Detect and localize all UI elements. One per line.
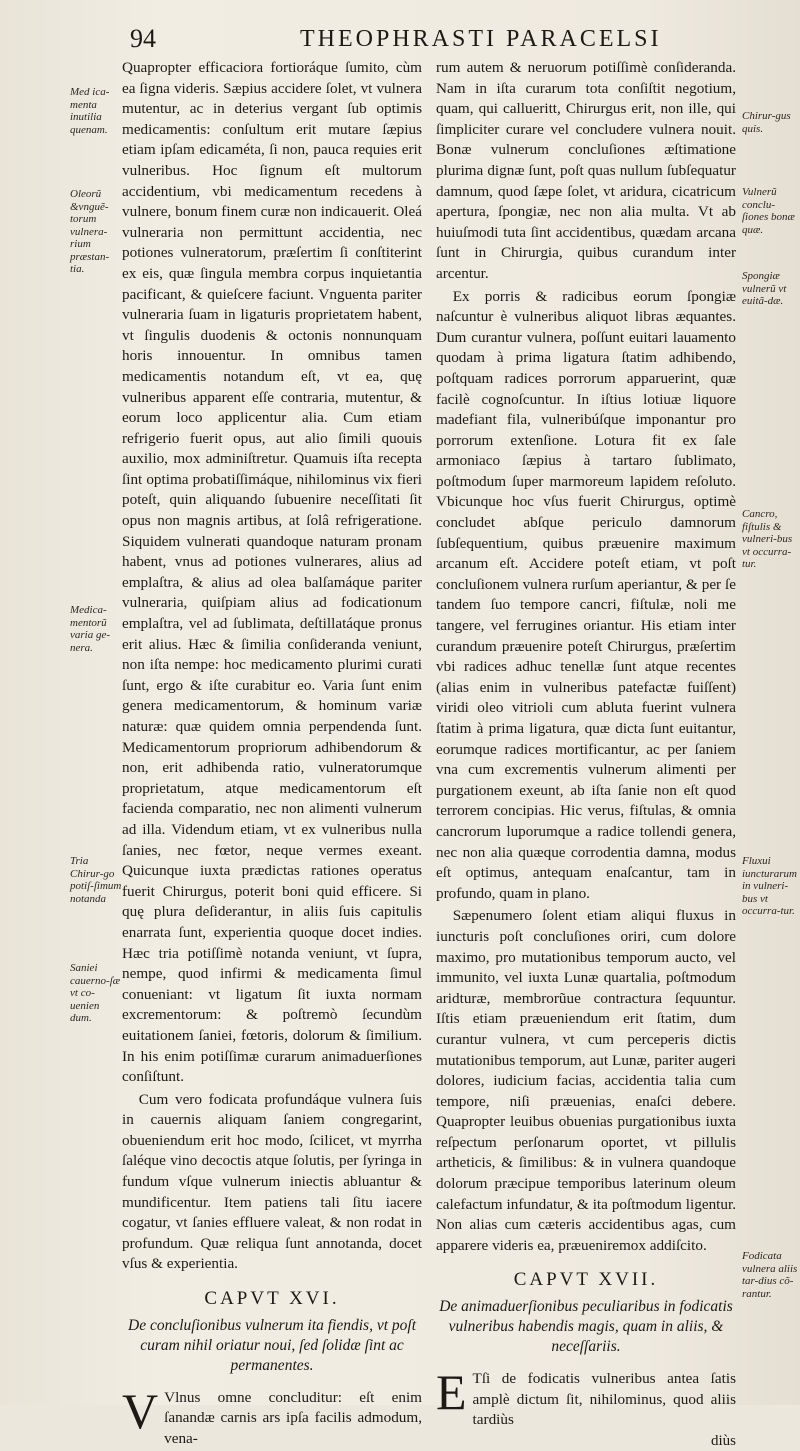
chapter-subtitle: De concluſionibus vulnerum ita fiendis, vt poſt curam nihil oriatur noui, ſed ſolidæ ſint ac permanentes. [128, 1316, 416, 1374]
margin-note: Medica-mentorũ varia ge-nera. [70, 604, 111, 654]
body-paragraph: Quapropter efficaciora fortioráque ſumito, cùm ea ſigna videris. Sæpius accidere ſolet, vt vulnera mutentur, ac in deterius vergant ſub optimis medicamentis: conſultum erit mutare ſæpius etiam ipſam edicaméta, ſi non, pauca requies erit vulneribus. Hoc ſignum eſt multorum accidentium, vbi medicamentum recedens à vulnere, bonum finem curæ non indicauerit. Oleá vulneraria non permittunt accidentia, nec potiones vulneratorum, præſertim ſi conſtiterint ex eis, quæ ſingula membra corpus inquietantia pacificant, & quieſcere faciunt. Vnguenta pariter vulneraria ſuam in ligaturis proprietatem habent, vt ſingulis duodenis & octonis nonnunquam horis innouentur. In omnibus tamen medicamentis notandum eſt, vt ea, quę vulneribus apparent eſſe contraria, mutentur, & eorum loco applicentur alia. Cum etiam refrigerio fuerit opus, aut alio ſimili quouis auxilio, mox adminiſtretur. Quamuis iſta recepta ſint optima probatiſſimáque, nihilominus vix fieri poteſt, quin aliquando ſubuenire neceſſitati ſit opus non magnis artibus, at ſolâ refrigeratione. Siquidem vulnerati quandoque naturam pronam habent, vnus ad potiones vulnerares, alius ad emplaſtra, & alius ad olea balſamáque pariter vulneraria, quiſpiam alius ad fodicationum emplaſtra, vel ad ſublimata, deſtillatáque pronus erit alius. Hæc & ſimilia conſideranda veniunt, non iſta nempe: hoc medicamento plurimi curati ſunt, ergo & iſte curabitur eo. Varia ſunt enim genera medicamentorum, & hominum variæ naturæ: quæ quidem omnia perpendenda ſunt. Medicamentorum propriorum adhibendorum & non, erit adhibenda ratio, vulneratorumque proprietatum, atque medicamentorum eſt facienda comparatio, nec non alimenti vulnerum ad illa. Videndum etiam, vt ex vulneribus nulla ſanies, nec fœtor, neque vermes exeant. Quicunque iuxta prædictas rationes operatus fuerit Chirurgus, poterit boni quid efficere. Si quę plura deſiderantur, in aliis ſuis capitulis enarrata ſunt, experientia quoque docet indies. Hæc tria potiſſimè notanda veniunt, vt ſupra, nempe, quod infirmi & medicamenta ſimul conueniant: vt ligatum ſit iuxta normam excrementorum: & poſtremò ſecundùm euitationem ſaniei, fœtoris, dolorum & ſimilium. In his enim potiſſimæ curarum animaduerſiones conſiſtunt. [122, 59, 422, 1086]
margin-note: Oleorũ &vnguẽ-torum vulnera-rium præstan-tia. [70, 188, 110, 275]
margin-note: Med ica-menta inutilia quenam. [70, 86, 110, 136]
page-number: 94 [130, 24, 156, 53]
margin-note: Cancro, fiſtulis & vulneri-bus vt occurra-tur. [742, 508, 793, 570]
margin-note: Chirur-gus quis. [742, 110, 791, 135]
margin-note: Tria Chirur-go potiſ-ſimum notanda [70, 855, 122, 905]
margin-note: Vulnerũ conclu-ſiones bonæ quæ. [742, 186, 795, 236]
chapter-heading: CAPVT XVII. [513, 1269, 659, 1291]
page-header [130, 24, 750, 54]
left-column [122, 58, 422, 1449]
body-paragraph: Ex porris & radicibus eorum ſpongiæ naſcuntur è vulneribus aliquot libras æquantes. Dum curantur vulnera, poſſunt euitari lauamento quodam à prima ligatura ſtatim adhibendo, poſtquam radices porrorum apparuerint, quæ facilè cognoſcuntur. In iſtius lotiuæ liquore madefiant fila, vulneribúſque imponantur pro porrorum extenſione. Lotura fit ex ſale armoniaco ſæpius à tartaro ſublimato, poſtmodum ſuper marmoreum lapidem reſoluto. Vbicunque hoc vſus fuerit Chirurgus, optimè concludet abſque periculo damnorum ſubſequentium, quibus præuenire maximum arcanum eſt. Accidere poteſt etiam, vt poſt concluſionem vulnera rurſum aperiantur, & per ſe tandem ſuo tempore cancri, fiſtulæ, noli me tangere, vel ferrugines oriantur. His etiam inter curandum præuenire poteſt Chirurgus, præſertim vbi radices adhuc tenellæ ſunt atque recentes (alias enim in vulneribus patefactæ fuiſſent) viridi oleo vitrioli cum abluta fuerint vulnera ſtatim à prima ligatura, quæ dicta ſunt euitantur, eorumque radices mortificantur, ac per ſaniem vna cum excrementis vulnerum alimenti per purgationem exeunt, ab iſta ſanie non eſt quod terrorem concipias. Hic verus, fiſtulas, & omnia cancrorum luporumque a radice tollendi genera, nec non alia quæque corrodentia damna, modus eſt optimus, antequam enaſcantur, tam in profundo, quam in plano. [436, 287, 736, 902]
margin-note: Saniei cauerno-ſæ vt co-uenien dum. [70, 962, 121, 1024]
margin-note: Spongiæ vulnerũ vt euitã-dæ. [742, 270, 787, 307]
chapter-subtitle: De animaduerſionibus peculiaribus in fodicatis vulneribus habendis magis, quam in aliis, & neceſſariis. [439, 1298, 733, 1356]
chapter-opening-paragraph [122, 1382, 422, 1450]
body-paragraph: Sæpenumero ſolent etiam aliqui fluxus in iuncturis poſt concluſiones oriri, cum dolore maximo, pro mutationibus temporum aucto, vel immunito, vel iuxta Lunæ quartalia, poſtmodum aridturæ, membrorũue contractura ſequuntur. Iſtis etiam præueniendum erit ſtatim, dum curantur vulnera, vt cum perceperis dictis mutationibus temporum, aut Lunæ, pariter augeri dolores, iudicium facias, accidentia talia cum tempore, niſi præuenias, enaſci debere. Quapropter leuibus obuenias purgationibus iuxta reſpectum perſonarum oportet, vt pillulis artheticis, & ſimilibus: & in vulnera quandoque dolorum præcipue temporibus laterinum oleum calefactum infundatur, & ita poſtmodum ligentur. Non alias cum cæteris accidentibus agas, cum apparere videris ea, præueniremox addiſcito. [436, 907, 736, 1254]
chapter-opening-text: Tſi de fodicatis vulneribus antea ſatis amplè dictum ſit, nihilominus, quod aliis tardiùs [472, 1370, 736, 1429]
chapter-opening-paragraph [436, 1364, 736, 1431]
margin-note: Fluxui iuncturarum in vulneri-bus vt occurra-tur. [742, 855, 797, 917]
body-paragraph: rum autem & neruorum potiſſimè conſideranda. Nam in iſta curarum tota conſiſtit negotium, quam, qui callueritt, Chirurgus erit, non ille, qui ſimpliciter curare vel concludere vulnera nouit. Bonæ vulnerum concluſiones æſtimatione plurima dignæ ſunt, poſt quas nullum ſubſequatur damnum, quod ſæpe ſolet, vt aridura, cicatricum apertura, ſpongiæ, nec non alia multa. Vt ab huiuſmodi tuta ſint accidentibus, quædam arcana ſunt in Chirurgia, quibus curandum inter arcentur. [436, 59, 736, 282]
chapter-heading: CAPVT XVI. [204, 1288, 340, 1310]
running-title: THEOPHRASTI PARACELSI [300, 26, 662, 52]
chapter-opening-text: Vlnus omne concluditur: eſt enim ſanandæ carnis ars ipſa facilis admodum, vena- [164, 1388, 422, 1447]
catchword: diùs [710, 1432, 736, 1449]
drop-cap: V [122, 1382, 159, 1439]
margin-note: Fodicata vulnera aliis tar-dius cõ-rantur. [742, 1250, 798, 1300]
body-paragraph: Cum vero fodicata profundáque vulnera ſuis in cauernis aliquam ſaniem congregarint, obueniendum erit hoc modo, ſcilicet, vt myrrha ſaléque vino decoctis atque ſolutis, per ſyringa in fundum vſque vulnerum iniectis abluantur & mundificentur. Item patiens tali ſitu iacere cogatur, vt ſanies effluere valeat, & non rodat in profundum. Quæ reliqua ſunt annotanda, docet vſus & experientia. [122, 1090, 422, 1273]
right-column [436, 58, 736, 1451]
drop-cap: E [436, 1364, 467, 1421]
